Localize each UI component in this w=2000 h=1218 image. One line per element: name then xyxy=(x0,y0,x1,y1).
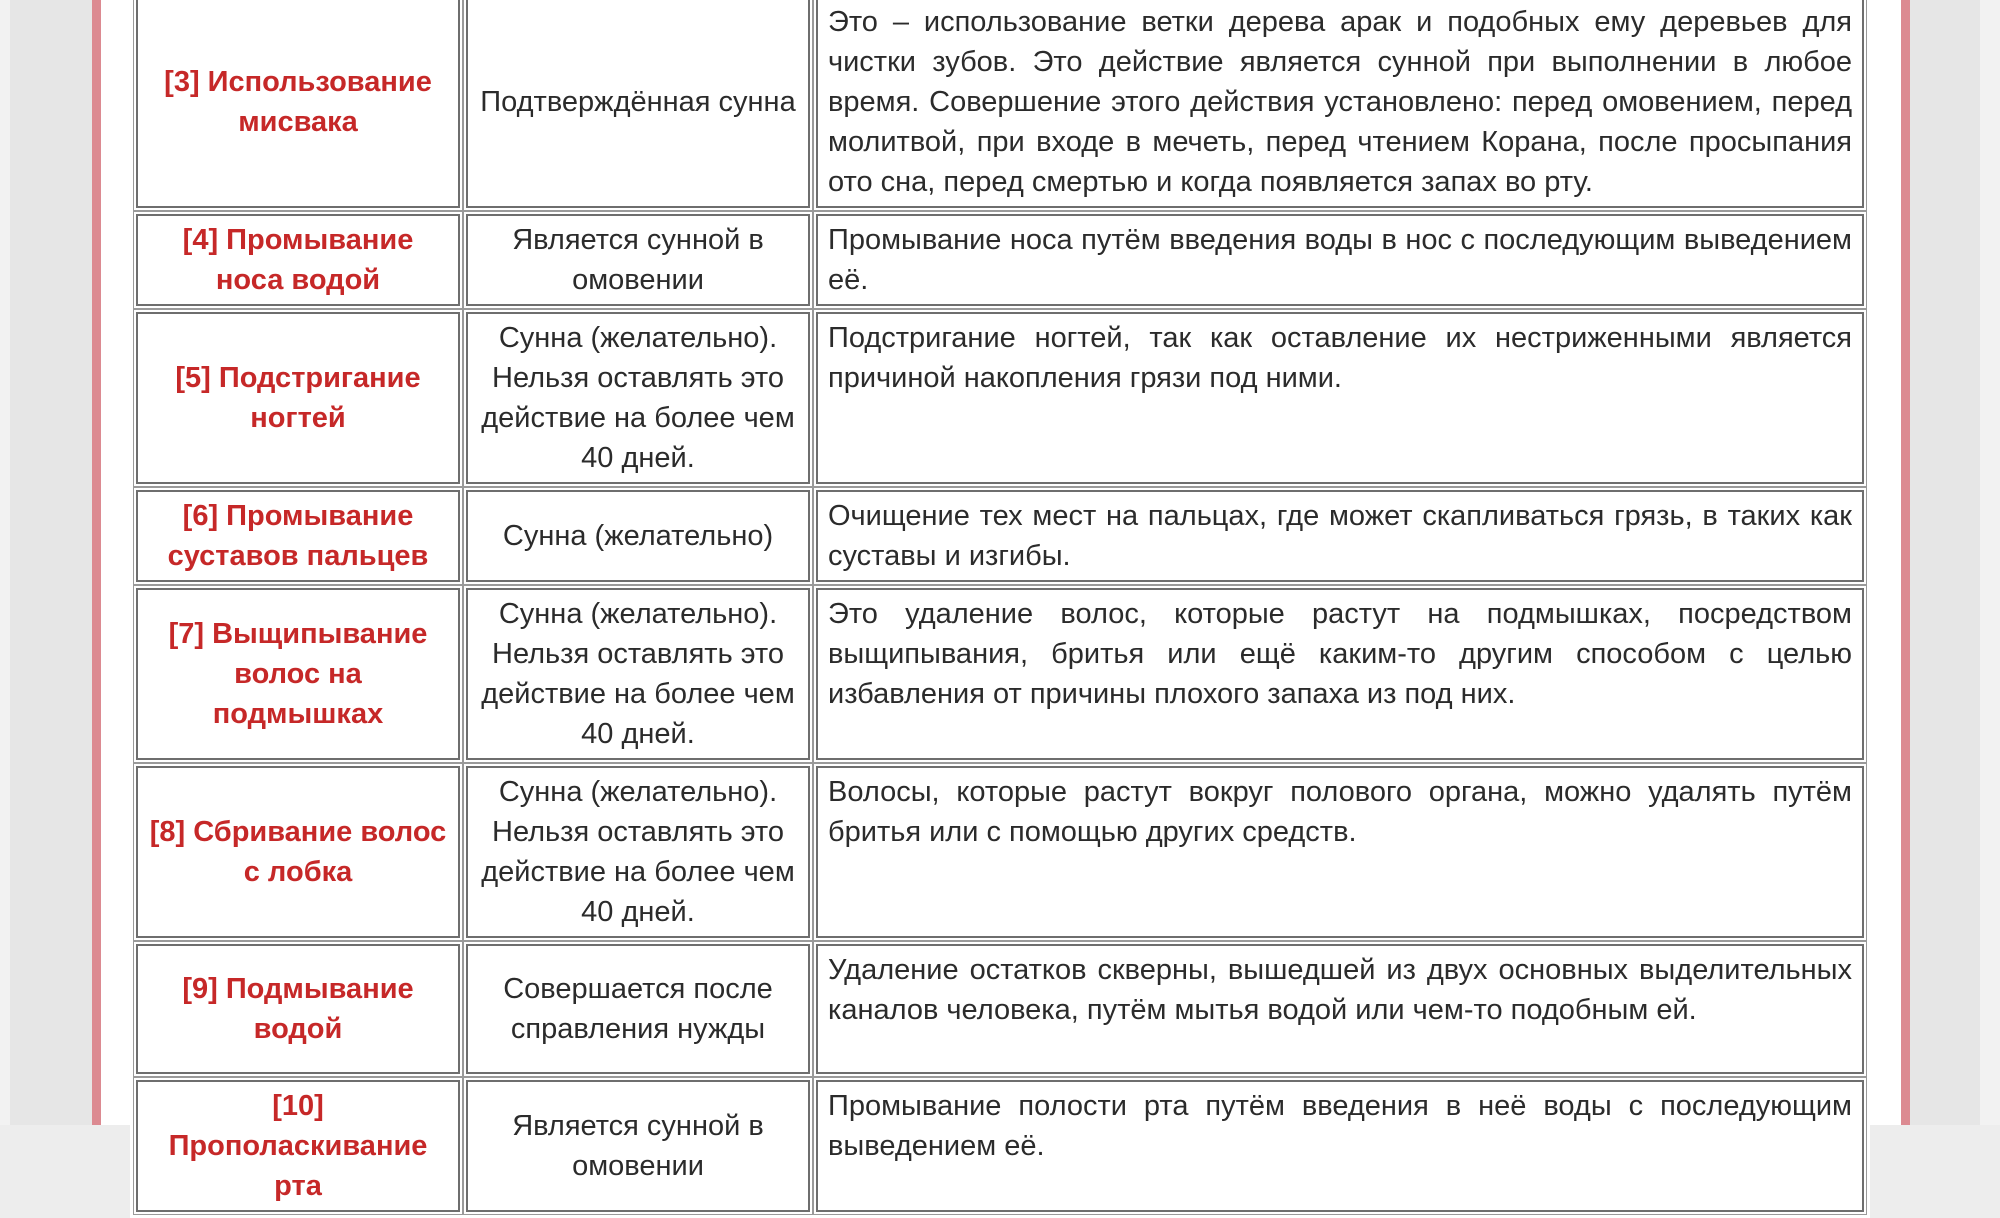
rule-status-cell: Сунна (желательно). Нельзя оставлять это действие на более чем 40 дней. xyxy=(466,766,810,938)
rule-name-cell: [10] Прополаскивание рта xyxy=(136,1080,460,1212)
rule-description-cell: Промывание носа путём введения воды в нос с последующим выведением её. xyxy=(816,214,1864,306)
table-row xyxy=(136,766,1864,938)
rule-status-cell: Является сунной в омовении xyxy=(466,1080,810,1212)
rule-status-cell: Совершается после справления нужды xyxy=(466,944,810,1074)
sunnah-table xyxy=(130,0,1870,1218)
table-row xyxy=(136,490,1864,582)
viewer-scrollbar-track[interactable] xyxy=(1980,0,2000,1125)
table-row xyxy=(136,1080,1864,1212)
table-row xyxy=(136,214,1864,306)
rule-description-cell: Подстригание ногтей, так как оставление их нестриженными является причиной накопления грязи под ними. xyxy=(816,312,1864,484)
rule-name-cell: [6] Промывание суставов пальцев xyxy=(136,490,460,582)
rule-status-cell: Является сунной в омовении xyxy=(466,214,810,306)
rule-name-cell: [5] Подстригание ногтей xyxy=(136,312,460,484)
rule-description-cell: Это – использование ветки дерева арак и подобных ему деревьев для чистки зубов. Это действие является сунной при выполнении в любое время. Совершение этого действия установлено: перед омовением, перед молитвой, при входе в мечеть, перед чтением Корана, после просыпания ото сна, перед смертью и когда появляется запах во рту. xyxy=(816,0,1864,208)
table-row xyxy=(136,944,1864,1074)
rule-name-cell: [3] Использование мисвака xyxy=(136,0,460,208)
rule-status-cell: Подтверждённая сунна xyxy=(466,0,810,208)
rule-name-cell: [4] Промывание носа водой xyxy=(136,214,460,306)
rule-status-cell: Сунна (желательно) xyxy=(466,490,810,582)
rule-name-cell: [9] Подмывание водой xyxy=(136,944,460,1074)
rule-status-cell: Сунна (желательно). Нельзя оставлять это действие на более чем 40 дней. xyxy=(466,588,810,760)
rule-description-cell: Промывание полости рта путём введения в неё воды с последующим выведением её. xyxy=(816,1080,1864,1212)
rule-status-cell: Сунна (желательно). Нельзя оставлять это действие на более чем 40 дней. xyxy=(466,312,810,484)
rule-description-cell: Это удаление волос, которые растут на подмышках, посредством выщипывания, бритья или ещё каким-то другим способом с целью избавления от причины плохого запаха из под них. xyxy=(816,588,1864,760)
rule-description-cell: Очищение тех мест на пальцах, где может скапливаться грязь, в таких как суставы и изгибы. xyxy=(816,490,1864,582)
rule-description-cell: Удаление остатков скверны, вышедшей из двух основных выделительных каналов человека, путём мытья водой или чем-то подобным ей. xyxy=(816,944,1864,1074)
table-row xyxy=(136,588,1864,760)
rule-name-cell: [8] Сбривание волос с лобка xyxy=(136,766,460,938)
rule-name-cell: [7] Выщипывание волос на подмышках xyxy=(136,588,460,760)
viewer-left-edge xyxy=(0,0,10,1125)
table-row xyxy=(136,0,1864,208)
table-row xyxy=(136,312,1864,484)
rule-description-cell: Волосы, которые растут вокруг полового органа, можно удалять путём бритья или с помощью других средств. xyxy=(816,766,1864,938)
